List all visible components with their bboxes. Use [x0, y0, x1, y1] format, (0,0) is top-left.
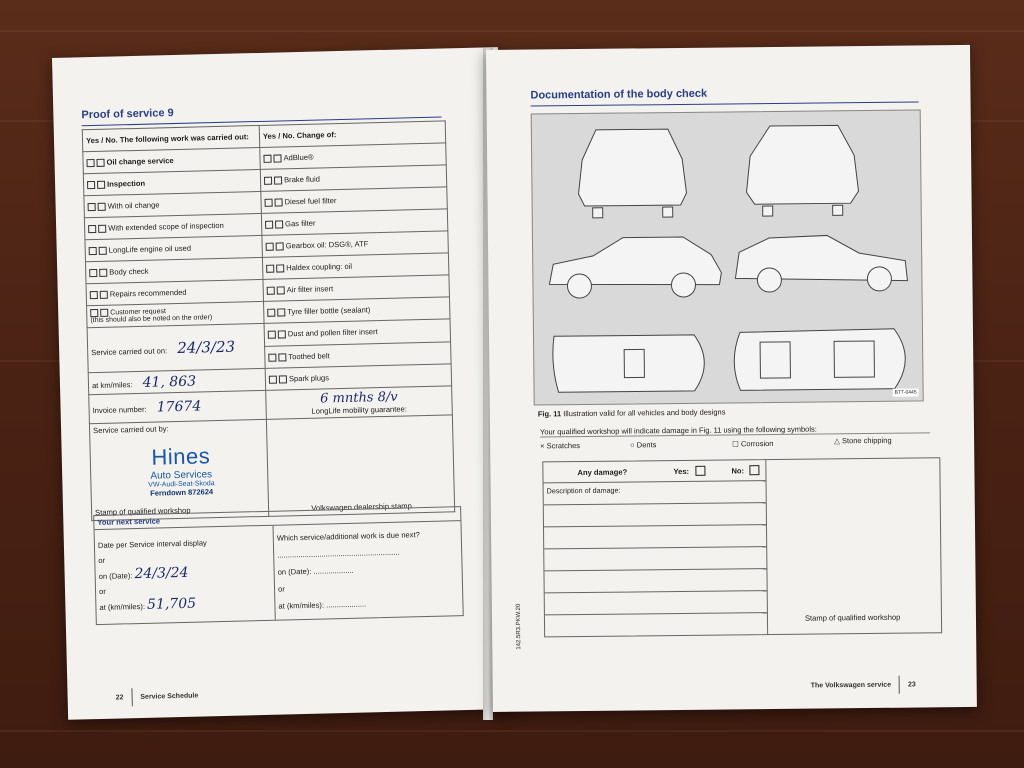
change-item: Gas filter [261, 209, 447, 236]
next-right-col: Which service/additional work is due next? .......................................................... on (Date): ................... or at (km/miles): ................... [277, 526, 422, 614]
work-item: LongLife engine oil used [85, 235, 262, 261]
proof-of-service-title: Proof of service 9 [81, 107, 174, 122]
carried-by-label: Service carried out by: [93, 424, 169, 436]
wheel [567, 274, 591, 298]
change-item: Spark plugs [265, 364, 451, 391]
damage-table [542, 457, 942, 637]
next-left-col [98, 535, 209, 615]
change-item: Air filter insert [263, 275, 449, 302]
mobility-handwritten: 6 mnths 8/v [319, 389, 398, 407]
symbol-dents: ○ Dents [630, 440, 657, 450]
left-page [52, 47, 514, 720]
vw-stamp-cell [266, 415, 454, 517]
symbol-scratches: × Scratches [540, 441, 581, 451]
figure-caption [538, 408, 726, 419]
work-item: With extended scope of inspection [84, 213, 261, 239]
right-stamp-label: Stamp of qualified workshop [804, 612, 901, 623]
underbody-detail [760, 342, 790, 378]
service-table [82, 120, 455, 521]
change-item: Diesel fuel filter [261, 187, 447, 214]
change-item: Haldex coupling: oil [262, 253, 448, 280]
due-label: Date per Service interval display [97, 538, 207, 551]
change-item: Brake fluid [260, 165, 446, 192]
wheel [593, 208, 603, 218]
km-label: at km/miles: [91, 379, 133, 390]
instruction: Your qualified workshop will indicate damage in Fig. 11 using the following symbols: [540, 423, 930, 437]
figure-caption-text: Illustration valid for all vehicles and body designs [563, 407, 726, 419]
yes-label: Yes: [673, 466, 690, 477]
next-km-value: 51,705 [146, 595, 197, 613]
change-item: Toothed belt [265, 341, 451, 368]
car-front-view [746, 125, 859, 204]
km-value: 41, 863 [142, 373, 197, 391]
car-rear-view [578, 129, 687, 206]
right-page [486, 45, 977, 712]
footer-text-left: Service Schedule [140, 692, 199, 701]
vw-stamp-label: Volkswagen dealership stamp [311, 501, 412, 513]
sunroof [624, 349, 644, 377]
mobility-cell [266, 386, 453, 420]
or-1: or [98, 555, 106, 566]
work-item: With oil change [84, 191, 261, 217]
figure-number: Fig. 11 [537, 409, 562, 419]
yes-checkbox[interactable] [695, 466, 705, 476]
description-label: Description of damage: [546, 485, 621, 496]
page-number-left: 22 [115, 694, 124, 702]
change-item: AdBlue® [260, 143, 446, 170]
change-item: Dust and pollen filter insert [264, 319, 450, 346]
hines-stamp [130, 443, 231, 498]
service-date-label: Service carried out on: [91, 346, 168, 358]
footer-left [115, 687, 198, 707]
any-damage-label: Any damage? [577, 467, 628, 478]
or-2: or [98, 586, 106, 597]
next-service-title: Your next service [94, 507, 460, 530]
right-or: or [277, 584, 285, 594]
wheel [663, 207, 673, 217]
symbol-stone-chipping: △ Stone chipping [834, 435, 892, 446]
on-date-label: on (Date): [98, 571, 133, 582]
work-item: Repairs recommended [86, 279, 263, 305]
next-km-label: at (km/miles): [99, 601, 146, 613]
wheel [757, 268, 781, 292]
stamp-sub: Auto Services [150, 469, 213, 482]
symbol-corrosion: ☐ Corrosion [732, 439, 774, 449]
col1-header: Yes / No. The following work was carried out: [82, 125, 259, 151]
next-service-box [93, 506, 464, 625]
no-label: No: [731, 466, 745, 476]
change-item: Gearbox oil: DSG®, ATF [262, 231, 448, 258]
side-code: 142.5R3.PKW.20 [515, 603, 523, 650]
next-divider [272, 526, 275, 620]
service-date-cell [87, 323, 265, 372]
work-item: Body check [85, 257, 262, 283]
any-damage-row [543, 460, 765, 483]
work-item: Inspection [83, 169, 260, 195]
stamp-brands: VW-Audi-Seat-Skoda [148, 480, 215, 489]
footer-right [811, 676, 916, 695]
right-on-date: on (Date): ................... [277, 565, 354, 577]
wheel [833, 205, 843, 215]
workshop-stamp-cell [89, 419, 268, 520]
body-check-title: Documentation of the body check [530, 87, 708, 102]
invoice-value: 17674 [156, 398, 202, 416]
no-checkbox[interactable] [749, 465, 759, 475]
work-item: Oil change service [83, 147, 260, 173]
mobility-label: LongLife mobility guarantee: [311, 404, 407, 416]
invoice-cell [89, 390, 267, 423]
which-label: Which service/additional work is due next? [276, 530, 420, 543]
stamp-name: Hines [151, 443, 211, 470]
on-date-value: 24/3/24 [134, 564, 189, 583]
figure-code: BTT-0445 [893, 388, 919, 396]
car-underbody-view [734, 329, 906, 391]
stamp-workshop-label: Stamp of qualified workshop [95, 505, 191, 518]
underbody-detail [834, 341, 874, 377]
stamp-location: Ferndown 872624 [150, 487, 214, 498]
page-number-right: 23 [907, 681, 916, 689]
wheel [763, 206, 773, 216]
car-outlines-svg [532, 110, 923, 404]
vehicle-figure [531, 109, 924, 405]
change-item: Tyre filler bottle (sealant) [264, 297, 450, 324]
title-rule-right [531, 101, 919, 106]
footer-text-right: The Volkswagen service [810, 681, 892, 690]
invoice-label: Invoice number: [92, 404, 147, 416]
wheel [867, 267, 891, 291]
right-km: at (km/miles): ................... [278, 599, 367, 611]
wheel [671, 273, 695, 297]
work-item: Customer request (this should also be noted on the order) [87, 301, 264, 327]
service-date-value: 24/3/23 [177, 337, 236, 358]
col2-header: Yes / No. Change of: [259, 121, 445, 148]
